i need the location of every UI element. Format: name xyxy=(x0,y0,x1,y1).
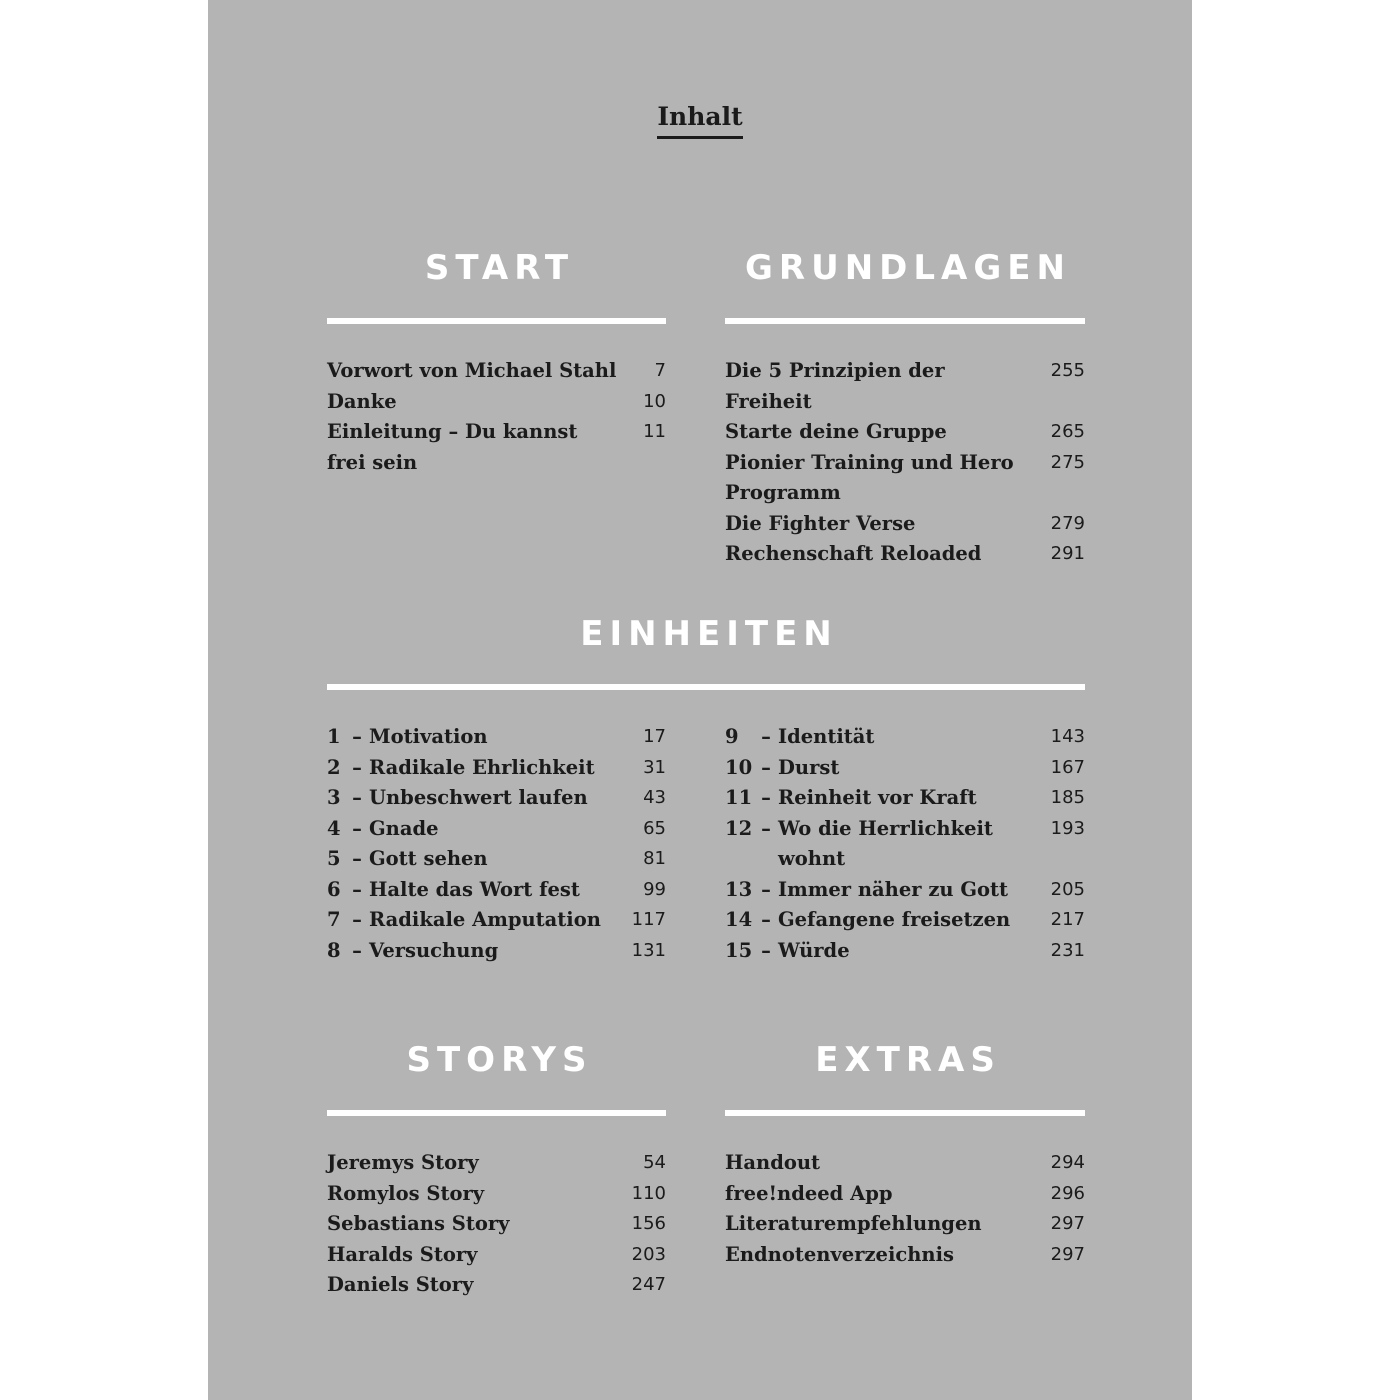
toc-entry-title: Starte deine Gruppe xyxy=(725,420,947,443)
toc-unit-dash: – xyxy=(352,908,362,931)
toc-entry[interactable] xyxy=(725,1240,1085,1271)
toc-entry-page: 167 xyxy=(1050,756,1085,778)
toc-unit-number: 11 xyxy=(725,786,753,809)
toc-entry[interactable] xyxy=(327,1148,666,1179)
toc-entry-page: 65 xyxy=(643,817,666,839)
toc-entry-page: 291 xyxy=(1050,543,1085,564)
toc-entry-page: 110 xyxy=(631,1182,666,1204)
toc-unit-entry[interactable] xyxy=(725,875,1085,906)
entry-list-start xyxy=(327,356,666,478)
toc-entry-page: 185 xyxy=(1050,787,1085,808)
toc-entry-title: Danke xyxy=(327,389,397,413)
toc-entry-title: Handout xyxy=(725,1151,821,1174)
toc-entry-page: 7 xyxy=(654,360,666,381)
toc-entry-page: 279 xyxy=(1050,512,1085,534)
toc-entry-page: 296 xyxy=(1050,1182,1085,1204)
toc-entry-title: Die Fighter Verse xyxy=(725,511,916,535)
toc-entry-page: 54 xyxy=(643,1152,666,1173)
toc-unit-entry[interactable] xyxy=(725,936,1085,967)
toc-entry-page: 297 xyxy=(1050,1213,1085,1234)
section-rule xyxy=(327,318,666,324)
toc-entry-page: 297 xyxy=(1050,1243,1085,1265)
toc-unit-number: 7 xyxy=(327,908,341,931)
toc-entry-page: 99 xyxy=(643,878,666,900)
toc-unit-entry[interactable] xyxy=(725,814,1085,875)
toc-unit-entry[interactable] xyxy=(327,844,666,875)
toc-page xyxy=(208,0,1192,1400)
toc-entry-page: 11 xyxy=(643,421,666,442)
toc-entry-page: 31 xyxy=(643,756,666,778)
toc-entry[interactable] xyxy=(725,356,1085,417)
toc-entry-page: 265 xyxy=(1050,421,1085,442)
toc-entry-page: 81 xyxy=(643,848,666,869)
section-start xyxy=(327,248,666,478)
toc-unit-number: 6 xyxy=(327,877,341,901)
toc-unit-dash: – xyxy=(352,725,362,748)
page-title: Inhalt xyxy=(657,102,742,139)
toc-unit-title: Gnade xyxy=(369,816,439,840)
section-rule xyxy=(725,1110,1085,1116)
toc-unit-entry[interactable] xyxy=(725,783,1085,814)
toc-entry[interactable] xyxy=(725,1179,1085,1210)
toc-unit-dash: – xyxy=(352,816,362,840)
toc-unit-number: 4 xyxy=(327,816,341,840)
toc-entry[interactable] xyxy=(327,356,666,387)
entry-list-extras xyxy=(725,1148,1085,1270)
toc-entry[interactable] xyxy=(725,448,1085,509)
toc-unit-dash: – xyxy=(761,755,771,779)
toc-entry-page: 294 xyxy=(1050,1152,1085,1173)
toc-entry[interactable] xyxy=(327,1270,666,1301)
toc-unit-dash: – xyxy=(761,786,771,809)
entry-list-storys xyxy=(327,1148,666,1301)
toc-unit-number: 15 xyxy=(725,938,753,962)
toc-unit-number: 14 xyxy=(725,908,753,931)
page-title-wrap xyxy=(208,102,1192,139)
toc-entry[interactable] xyxy=(327,1209,666,1240)
section-grundlagen xyxy=(725,248,1085,570)
toc-entry-title: Vorwort von Michael Stahl xyxy=(327,359,617,382)
section-rule xyxy=(327,684,1085,690)
toc-entry-title: Literaturempfehlungen xyxy=(725,1212,982,1235)
toc-unit-dash: – xyxy=(352,877,362,901)
toc-unit-number: 13 xyxy=(725,877,753,901)
toc-entry-page: 117 xyxy=(631,909,666,930)
toc-unit-dash: – xyxy=(352,755,362,779)
toc-entry-title: Endnotenverzeichnis xyxy=(725,1242,954,1266)
toc-entry[interactable] xyxy=(725,1148,1085,1179)
toc-unit-dash: – xyxy=(352,847,362,870)
toc-entry-page: 131 xyxy=(631,939,666,961)
toc-unit-number: 9 xyxy=(725,725,739,748)
toc-unit-dash: – xyxy=(761,908,771,931)
toc-unit-dash: – xyxy=(352,938,362,962)
toc-unit-dash: – xyxy=(352,786,362,809)
toc-unit-entry[interactable] xyxy=(327,753,666,784)
toc-unit-dash: – xyxy=(761,816,771,840)
toc-entry-page: 156 xyxy=(631,1213,666,1234)
toc-entry-page: 17 xyxy=(643,726,666,747)
toc-unit-title: Wo die Herrlichkeit wohnt xyxy=(778,816,993,870)
section-rule xyxy=(327,1110,666,1116)
section-heading-extras: EXTRAS xyxy=(815,1040,1001,1080)
toc-unit-title: Versuchung xyxy=(369,938,499,962)
toc-entry-page: 193 xyxy=(1050,817,1085,839)
toc-entry-title: Daniels Story xyxy=(327,1273,474,1296)
toc-unit-entry[interactable] xyxy=(725,753,1085,784)
toc-unit-title: Motivation xyxy=(369,725,488,748)
toc-unit-entry[interactable] xyxy=(725,722,1085,753)
section-storys xyxy=(327,1040,666,1301)
toc-entry-title: Die 5 Prinzipien der Freiheit xyxy=(725,359,945,413)
toc-unit-title: Durst xyxy=(778,755,840,779)
toc-entry-page: 205 xyxy=(1050,878,1085,900)
toc-unit-entry[interactable] xyxy=(327,722,666,753)
toc-unit-title: Radikale Ehrlichkeit xyxy=(369,755,595,779)
toc-unit-title: Radikale Amputation xyxy=(369,908,601,931)
toc-unit-number: 3 xyxy=(327,786,341,809)
toc-unit-title: Gott sehen xyxy=(369,847,488,870)
toc-entry-title: free!ndeed App xyxy=(725,1181,893,1205)
section-heading-storys: STORYS xyxy=(406,1040,593,1080)
toc-unit-title: Reinheit vor Kraft xyxy=(778,786,977,809)
toc-entry-title: Rechenschaft Reloaded xyxy=(725,542,982,565)
toc-unit-title: Halte das Wort fest xyxy=(369,877,580,901)
toc-entry[interactable] xyxy=(725,509,1085,540)
toc-entry-title: Haralds Story xyxy=(327,1242,478,1266)
toc-unit-entry[interactable] xyxy=(327,814,666,845)
toc-entry-title: Sebastians Story xyxy=(327,1212,510,1235)
toc-unit-entry[interactable] xyxy=(327,936,666,967)
toc-unit-title: Gefangene freisetzen xyxy=(778,908,1011,931)
toc-entry-page: 231 xyxy=(1050,939,1085,961)
toc-entry[interactable] xyxy=(327,1240,666,1271)
toc-entry-title: Romylos Story xyxy=(327,1181,485,1205)
toc-entry-title: Einleitung – Du kannst frei sein xyxy=(327,420,578,474)
toc-unit-title: Unbeschwert laufen xyxy=(369,786,588,809)
toc-entry[interactable] xyxy=(725,1209,1085,1240)
toc-entry-page: 255 xyxy=(1050,360,1085,381)
toc-unit-dash: – xyxy=(761,938,771,962)
section-einheiten xyxy=(327,614,1085,982)
entry-columns-einheiten xyxy=(327,722,1085,982)
toc-entry[interactable] xyxy=(327,1179,666,1210)
toc-unit-title: Immer näher zu Gott xyxy=(778,877,1009,901)
toc-unit-number: 2 xyxy=(327,755,341,779)
toc-entry-page: 10 xyxy=(643,390,666,412)
toc-entry[interactable] xyxy=(327,387,666,418)
toc-unit-title: Identität xyxy=(778,725,875,748)
toc-entry[interactable] xyxy=(725,417,1085,448)
toc-unit-dash: – xyxy=(761,877,771,901)
section-heading-grundlagen: GRUNDLAGEN xyxy=(745,248,1071,288)
toc-unit-number: 1 xyxy=(327,725,341,748)
toc-entry-page: 43 xyxy=(643,787,666,808)
toc-unit-number: 10 xyxy=(725,755,753,779)
toc-unit-entry[interactable] xyxy=(327,783,666,814)
toc-entry-page: 275 xyxy=(1050,451,1085,473)
toc-unit-entry[interactable] xyxy=(725,905,1085,936)
toc-unit-number: 12 xyxy=(725,816,753,840)
toc-unit-number: 8 xyxy=(327,938,341,962)
toc-entry[interactable] xyxy=(725,539,1085,570)
toc-unit-number: 5 xyxy=(327,847,341,870)
toc-entry-title: Pionier Training und Hero Programm xyxy=(725,450,1014,504)
entry-list-einheiten-right xyxy=(725,722,1085,966)
entry-list-grundlagen xyxy=(725,356,1085,570)
section-heading-einheiten: EINHEITEN xyxy=(580,614,838,654)
toc-unit-dash: – xyxy=(761,725,771,748)
toc-unit-entry[interactable] xyxy=(327,905,666,936)
toc-entry[interactable] xyxy=(327,417,666,478)
toc-entry-page: 217 xyxy=(1050,909,1085,930)
toc-unit-entry[interactable] xyxy=(327,875,666,906)
toc-entry-page: 203 xyxy=(631,1243,666,1265)
section-extras xyxy=(725,1040,1085,1270)
toc-entry-page: 247 xyxy=(631,1274,666,1295)
entry-list-einheiten-left xyxy=(327,722,666,966)
section-heading-start: START xyxy=(424,248,575,288)
toc-unit-title: Würde xyxy=(778,938,850,962)
toc-entry-title: Jeremys Story xyxy=(327,1151,479,1174)
section-rule xyxy=(725,318,1085,324)
toc-entry-page: 143 xyxy=(1050,726,1085,747)
